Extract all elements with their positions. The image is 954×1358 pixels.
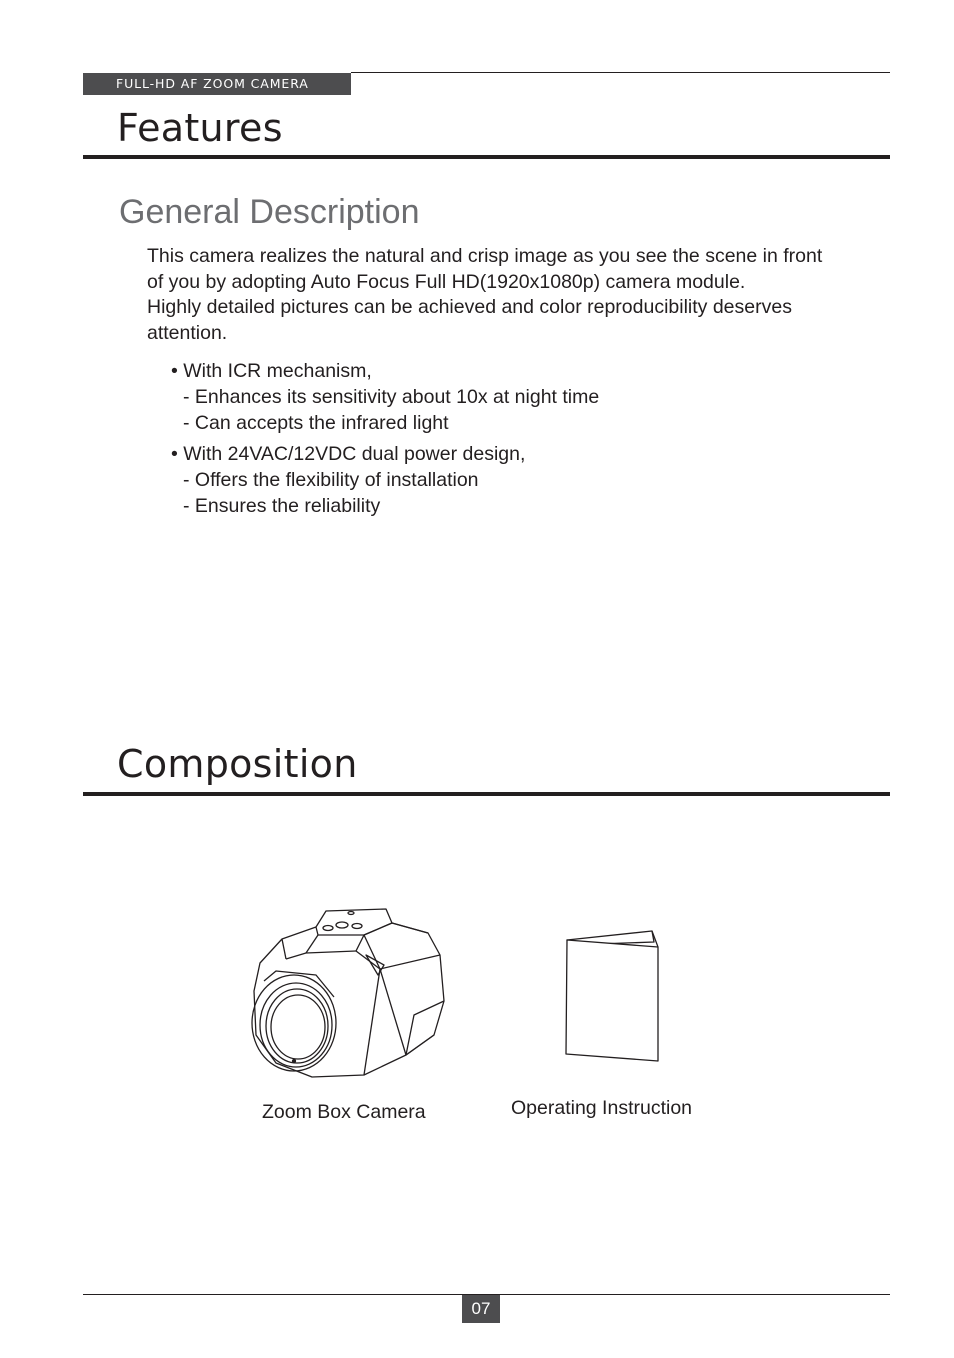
bullet-item: • With ICR mechanism,: [171, 360, 372, 382]
booklet-illustration: [560, 928, 666, 1068]
header-tag: FULL-HD AF ZOOM CAMERA: [83, 73, 351, 95]
header-rule: [351, 72, 890, 73]
description-line: This camera realizes the natural and crisp image as you see the scene in front: [147, 245, 823, 267]
bullet-group-icr: [171, 358, 599, 436]
camera-illustration: [246, 905, 452, 1083]
description-line: Highly detailed pictures can be achieved and color reproducibility deserves: [147, 296, 792, 318]
bullet-sub-item: - Offers the flexibility of installation: [183, 469, 479, 491]
manual-caption: Operating Instruction: [511, 1097, 693, 1119]
bullet-sub-item: - Enhances its sensitivity about 10x at night time: [183, 386, 600, 408]
features-title: Features: [117, 106, 283, 150]
description-line: of you by adopting Auto Focus Full HD(1920x1080p) camera module.: [147, 270, 746, 293]
bullet-item: • With 24VAC/12VDC dual power design,: [171, 443, 526, 465]
composition-title: Composition: [117, 742, 358, 786]
description-line: attention.: [147, 321, 228, 344]
features-rule: [83, 155, 890, 159]
general-description-text: [147, 244, 867, 346]
general-description-title: General Description: [119, 193, 420, 231]
bullet-group-power: [171, 441, 525, 519]
composition-rule: [83, 792, 890, 796]
page-number: 07: [462, 1295, 500, 1323]
bullet-sub-item: - Ensures the reliability: [183, 495, 381, 517]
camera-caption: Zoom Box Camera: [262, 1101, 426, 1123]
bullet-sub-item: - Can accepts the infrared light: [183, 412, 449, 434]
